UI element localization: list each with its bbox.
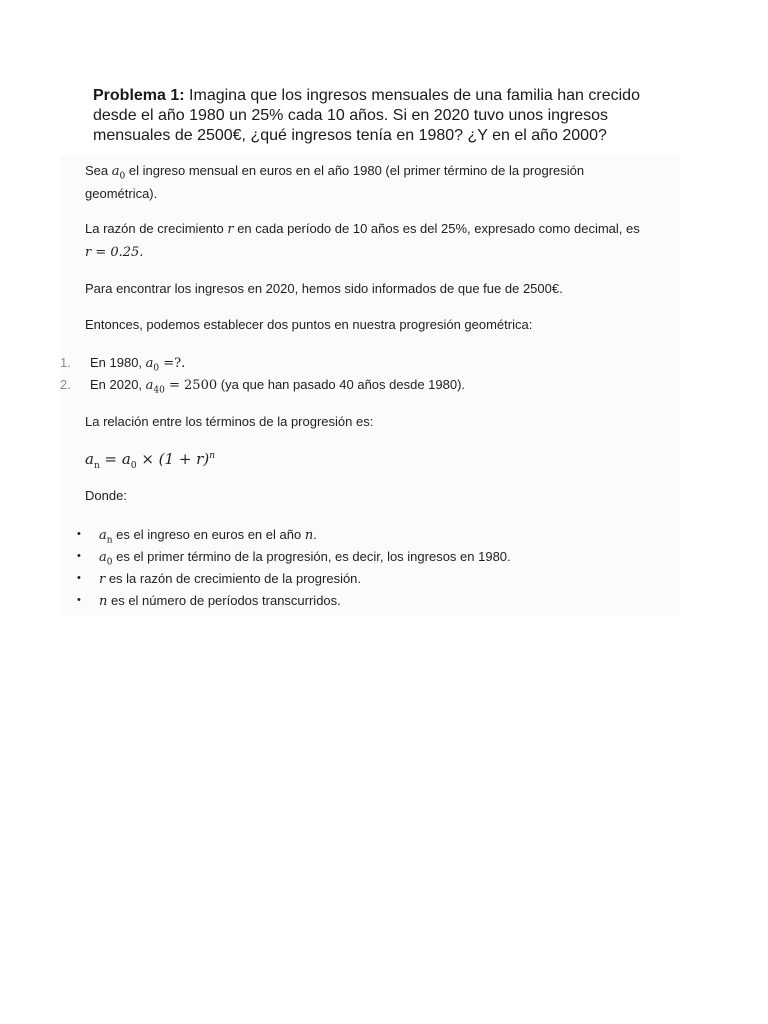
- list-item: • $a_0$ es el primer término de la progresión, es decir, los ingresos en 1980.: [77, 549, 511, 568]
- list-item: • r es la razón de crecimiento de la progresión.: [77, 571, 362, 587]
- formula: $a_n = a_0 \times (1 + r)^n$: [85, 450, 215, 471]
- list-item: • $a_n$ es el ingreso en euros en el año n.: [77, 527, 317, 546]
- paragraph-relation: La relación entre los términos de la progresión es:: [85, 414, 374, 429]
- ratio-value: r = 0.25.: [85, 245, 144, 260]
- paragraph-2020: Para encontrar los ingresos en 2020, hemos sido informados de que fue de 2500€.: [85, 281, 563, 296]
- paragraph-where: Donde:: [85, 488, 127, 503]
- paragraph-ratio: La razón de crecimiento r en cada período de 10 años es del 25%, expresado como decimal, es r = 0.25.: [85, 221, 640, 260]
- paragraph-points: Entonces, podemos establecer dos puntos en nuestra progresión geométrica:: [85, 317, 533, 332]
- list-item: 2. En 2020, $a_{40} = 2500$ (ya que han pasado 40 años desde 1980).: [60, 377, 466, 396]
- paragraph-definition: Sea $a_0$ el ingreso mensual en euros en el año 1980 (el primer término de la progresión geométrica).: [85, 163, 585, 201]
- list-item: 1. En 1980, $a_0$ =?.: [60, 355, 186, 374]
- problem-label: Problema 1:: [93, 87, 185, 104]
- problem-statement: [93, 86, 673, 146]
- problem-text: Imagina que los ingresos mensuales de una familia han crecido desde el año 1980 un 25% cada 10 años. Si en 2020 tuvo unos ingresos mensuales de 2500€, ¿qué ingresos tenía en 1980? ¿Y en el año 2000?: [93, 87, 640, 144]
- list-item: • n es el número de períodos transcurridos.: [77, 593, 341, 609]
